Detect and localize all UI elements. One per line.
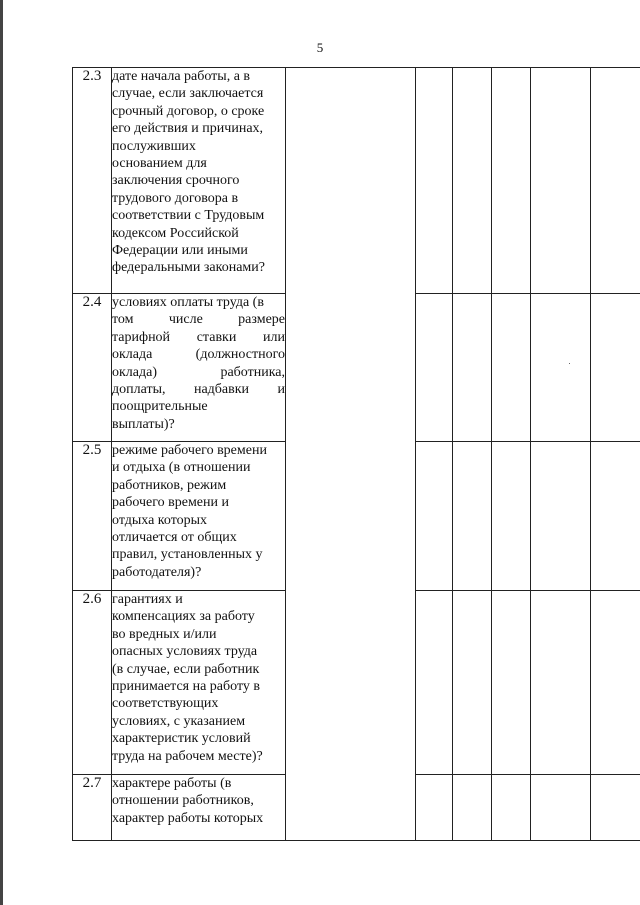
question-line: характер работы которых bbox=[112, 810, 264, 826]
question-line: послуживших bbox=[112, 138, 196, 154]
question-line: случае, если заключается bbox=[112, 86, 264, 102]
answer-cell bbox=[492, 294, 531, 442]
question-text bbox=[112, 294, 286, 442]
question-text bbox=[112, 68, 286, 294]
question-line: доплаты, надбавки и bbox=[112, 382, 285, 398]
answer-cell bbox=[531, 591, 591, 775]
question-line: отношении работников, bbox=[112, 793, 254, 809]
answer-cell bbox=[591, 68, 640, 294]
answer-cell bbox=[453, 442, 492, 591]
question-line: компенсациях за работу bbox=[112, 609, 255, 625]
question-line: работников, режим bbox=[112, 477, 227, 493]
answer-cell bbox=[531, 294, 591, 442]
answer-cell bbox=[453, 591, 492, 775]
question-line: гарантиях и bbox=[112, 592, 183, 607]
question-line: труда на рабочем месте)? bbox=[112, 748, 263, 764]
question-line: во вредных и/или bbox=[112, 626, 217, 642]
question-line: заключения срочного bbox=[112, 173, 240, 189]
answer-cell bbox=[416, 294, 453, 442]
question-line: условиях оплаты труда (в bbox=[112, 295, 264, 310]
answer-cell bbox=[453, 775, 492, 841]
row-number: 2.3 bbox=[73, 68, 112, 294]
question-line: Федерации или иными bbox=[112, 243, 248, 259]
answer-cell bbox=[453, 68, 492, 294]
question-line: отличается от общих bbox=[112, 530, 237, 546]
question-line: оклада) работника, bbox=[112, 364, 285, 380]
question-line: условиях, с указанием bbox=[112, 713, 246, 729]
question-line: (в случае, если работник bbox=[112, 661, 260, 677]
answer-cell bbox=[416, 442, 453, 591]
answer-cell bbox=[531, 775, 591, 841]
question-line: соответствии с Трудовым bbox=[112, 208, 265, 224]
question-line: рабочего времени и bbox=[112, 495, 229, 511]
question-line: принимается на работу в bbox=[112, 679, 261, 695]
question-line: работодателя)? bbox=[112, 564, 202, 580]
answer-cell bbox=[591, 775, 640, 841]
answer-cell bbox=[492, 591, 531, 775]
row-number: 2.7 bbox=[73, 775, 112, 841]
question-text bbox=[112, 442, 286, 591]
question-line: оклада (должностного bbox=[112, 347, 285, 363]
question-line: отдыха которых bbox=[112, 512, 208, 528]
question-line: опасных условиях труда bbox=[112, 644, 258, 660]
question-line: режиме рабочего времени bbox=[112, 443, 267, 458]
answer-cell bbox=[416, 591, 453, 775]
scan-edge-shadow bbox=[0, 0, 3, 905]
question-line: трудового договора в bbox=[112, 190, 239, 206]
question-line: федеральными законами? bbox=[112, 260, 266, 276]
answer-cell bbox=[416, 68, 453, 294]
checklist-table bbox=[72, 67, 640, 841]
answer-cell bbox=[492, 68, 531, 294]
question-line: его действия и причинах, bbox=[112, 121, 264, 137]
row-number: 2.6 bbox=[73, 591, 112, 775]
answer-cell bbox=[453, 294, 492, 442]
question-line: и отдыха (в отношении bbox=[112, 460, 251, 476]
question-line: срочный договор, о сроке bbox=[112, 103, 265, 119]
row-number: 2.5 bbox=[73, 442, 112, 591]
answer-cell bbox=[531, 68, 591, 294]
question-line: соответствующих bbox=[112, 696, 219, 712]
question-line: правил, установленных у bbox=[112, 547, 263, 563]
answer-cell bbox=[492, 775, 531, 841]
question-line: кодексом Российской bbox=[112, 225, 239, 241]
table-row bbox=[73, 68, 640, 294]
question-line: поощрительные bbox=[112, 399, 208, 415]
row-number: 2.4 bbox=[73, 294, 112, 442]
question-line: выплаты)? bbox=[112, 416, 175, 432]
question-line: том числе размере bbox=[112, 312, 285, 328]
question-line: характере работы (в bbox=[112, 776, 232, 791]
question-line: характеристик условий bbox=[112, 731, 251, 747]
question-text bbox=[112, 591, 286, 775]
answer-cell bbox=[591, 442, 640, 591]
question-line: тарифной ставки или bbox=[112, 329, 285, 345]
answer-cell bbox=[591, 294, 640, 442]
merged-empty-cell bbox=[286, 68, 416, 841]
question-line: основанием для bbox=[112, 156, 207, 172]
question-text bbox=[112, 775, 286, 841]
answer-cell bbox=[531, 442, 591, 591]
question-line: дате начала работы, а в bbox=[112, 69, 251, 84]
answer-cell bbox=[591, 591, 640, 775]
page-number: 5 bbox=[316, 40, 324, 55]
answer-cell bbox=[492, 442, 531, 591]
answer-cell bbox=[416, 775, 453, 841]
